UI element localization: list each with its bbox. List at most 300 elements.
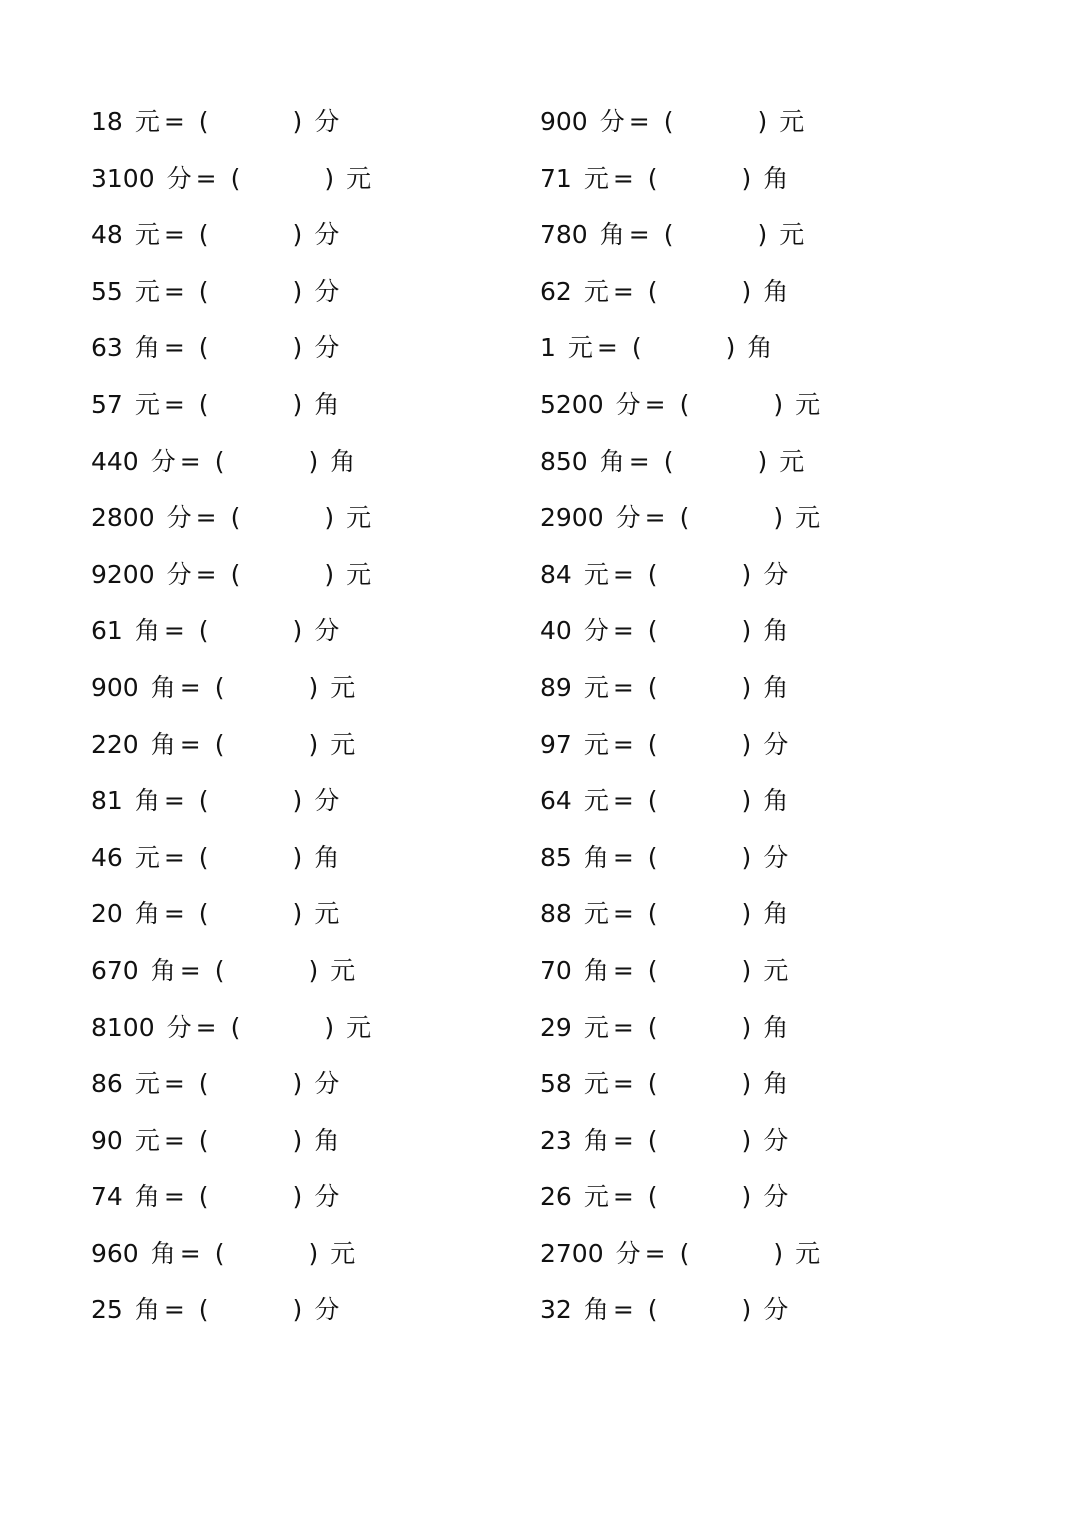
equals-sign: = bbox=[612, 899, 634, 929]
problem-to-unit: 角 bbox=[763, 163, 789, 193]
equals-sign: = bbox=[612, 1125, 634, 1155]
problem-row bbox=[540, 886, 960, 943]
right-paren: ) bbox=[757, 446, 768, 476]
left-paren: ( bbox=[647, 163, 658, 193]
problem-row bbox=[540, 1056, 960, 1113]
problem-from-unit: 角 bbox=[583, 842, 609, 872]
problem-to-unit: 元 bbox=[795, 1238, 821, 1268]
problem-amount: 960 bbox=[91, 1238, 139, 1268]
problem-row bbox=[91, 264, 511, 321]
equals-sign: = bbox=[628, 107, 650, 136]
right-paren: ) bbox=[292, 220, 303, 250]
problem-row bbox=[91, 1113, 511, 1170]
problem-row bbox=[91, 434, 511, 491]
problem-from-unit: 角 bbox=[150, 729, 176, 759]
problem-to-unit: 角 bbox=[763, 1069, 789, 1099]
left-paren: ( bbox=[647, 672, 658, 702]
problem-row bbox=[540, 320, 960, 377]
problem-amount: 1 bbox=[540, 333, 556, 363]
left-paren: ( bbox=[647, 842, 658, 872]
left-paren: ( bbox=[647, 786, 658, 816]
right-paren: ) bbox=[741, 559, 752, 589]
answer-blank[interactable] bbox=[658, 830, 742, 887]
equals-sign: = bbox=[612, 672, 634, 702]
equals-sign: = bbox=[179, 729, 201, 759]
answer-blank[interactable] bbox=[209, 94, 293, 151]
equals-sign: = bbox=[163, 616, 185, 646]
problem-to-unit: 角 bbox=[763, 1012, 789, 1042]
problem-amount: 220 bbox=[91, 729, 139, 759]
problem-row bbox=[91, 886, 511, 943]
problem-amount: 89 bbox=[540, 672, 572, 702]
problem-to-unit: 分 bbox=[763, 1295, 789, 1325]
problem-to-unit: 角 bbox=[747, 333, 773, 363]
problem-from-unit: 元 bbox=[583, 729, 609, 759]
problem-row bbox=[540, 490, 960, 547]
right-paren: ) bbox=[773, 503, 784, 533]
problem-to-unit: 角 bbox=[763, 786, 789, 816]
problem-amount: 58 bbox=[540, 1069, 572, 1099]
left-paren: ( bbox=[647, 955, 658, 985]
left-paren: ( bbox=[647, 276, 658, 306]
equals-sign: = bbox=[644, 1238, 666, 1268]
problem-to-unit: 分 bbox=[314, 276, 340, 306]
right-paren: ) bbox=[324, 559, 335, 589]
problem-from-unit: 角 bbox=[134, 1182, 160, 1212]
problem-from-unit: 角 bbox=[599, 220, 625, 250]
left-paren: ( bbox=[647, 899, 658, 929]
right-paren: ) bbox=[741, 616, 752, 646]
right-paren: ) bbox=[773, 1238, 784, 1268]
problem-amount: 74 bbox=[91, 1182, 123, 1212]
problem-amount: 46 bbox=[91, 842, 123, 872]
problem-from-unit: 元 bbox=[583, 1012, 609, 1042]
problem-row bbox=[540, 717, 960, 774]
problem-from-unit: 角 bbox=[583, 1125, 609, 1155]
equals-sign: = bbox=[163, 1125, 185, 1155]
answer-blank[interactable] bbox=[209, 773, 293, 830]
problem-from-unit: 分 bbox=[615, 1238, 641, 1268]
problem-from-unit: 角 bbox=[134, 616, 160, 646]
problem-row bbox=[540, 943, 960, 1000]
left-paren: ( bbox=[230, 163, 241, 193]
problem-to-unit: 元 bbox=[779, 220, 805, 250]
answer-blank[interactable] bbox=[689, 490, 773, 547]
problem-to-unit: 元 bbox=[346, 163, 372, 193]
problem-to-unit: 元 bbox=[330, 729, 356, 759]
problem-row bbox=[91, 151, 511, 208]
answer-blank[interactable] bbox=[658, 547, 742, 604]
right-paren: ) bbox=[292, 389, 303, 419]
problem-from-unit: 角 bbox=[583, 955, 609, 985]
problem-from-unit: 元 bbox=[583, 786, 609, 816]
answer-blank[interactable] bbox=[224, 943, 308, 1000]
equals-sign: = bbox=[612, 616, 634, 646]
answer-blank[interactable] bbox=[658, 1113, 742, 1170]
problem-from-unit: 元 bbox=[583, 163, 609, 193]
answer-blank[interactable] bbox=[658, 717, 742, 774]
problem-row bbox=[91, 207, 511, 264]
right-paren: ) bbox=[741, 1125, 752, 1155]
problem-row bbox=[540, 264, 960, 321]
equals-sign: = bbox=[596, 333, 618, 363]
problem-to-unit: 分 bbox=[314, 616, 340, 646]
left-paren: ( bbox=[663, 446, 674, 476]
right-paren: ) bbox=[292, 1182, 303, 1212]
answer-blank[interactable] bbox=[209, 1282, 293, 1339]
right-paren: ) bbox=[324, 1012, 335, 1042]
problem-amount: 55 bbox=[91, 276, 123, 306]
equals-sign: = bbox=[163, 220, 185, 250]
problem-amount: 26 bbox=[540, 1182, 572, 1212]
answer-blank[interactable] bbox=[209, 603, 293, 660]
problem-amount: 81 bbox=[91, 786, 123, 816]
problem-from-unit: 角 bbox=[150, 672, 176, 702]
problem-row bbox=[91, 377, 511, 434]
answer-blank[interactable] bbox=[209, 1169, 293, 1226]
problem-from-unit: 元 bbox=[583, 1182, 609, 1212]
left-paren: ( bbox=[198, 616, 209, 646]
problem-from-unit: 元 bbox=[583, 1069, 609, 1099]
problem-from-unit: 角 bbox=[150, 955, 176, 985]
problem-to-unit: 分 bbox=[314, 1069, 340, 1099]
problem-row bbox=[540, 1113, 960, 1170]
problem-amount: 850 bbox=[540, 446, 588, 476]
left-paren: ( bbox=[647, 1125, 658, 1155]
left-paren: ( bbox=[663, 107, 674, 136]
left-paren: ( bbox=[198, 220, 209, 250]
right-paren: ) bbox=[741, 786, 752, 816]
problem-row bbox=[91, 1226, 511, 1283]
problem-to-unit: 元 bbox=[779, 107, 805, 136]
problem-to-unit: 角 bbox=[763, 899, 789, 929]
problem-from-unit: 角 bbox=[599, 446, 625, 476]
right-paren: ) bbox=[741, 1295, 752, 1325]
answer-blank[interactable] bbox=[658, 264, 742, 321]
right-paren: ) bbox=[308, 672, 319, 702]
left-paren: ( bbox=[198, 842, 209, 872]
right-paren: ) bbox=[741, 276, 752, 306]
equals-sign: = bbox=[163, 1295, 185, 1325]
problem-from-unit: 元 bbox=[583, 559, 609, 589]
problem-to-unit: 分 bbox=[763, 559, 789, 589]
right-paren: ) bbox=[308, 955, 319, 985]
problem-from-unit: 角 bbox=[150, 1238, 176, 1268]
left-paren: ( bbox=[198, 333, 209, 363]
equals-sign: = bbox=[163, 107, 185, 136]
right-paren: ) bbox=[292, 1295, 303, 1325]
answer-blank[interactable] bbox=[224, 434, 308, 491]
left-paren: ( bbox=[647, 1295, 658, 1325]
problem-amount: 5200 bbox=[540, 389, 604, 419]
right-paren: ) bbox=[741, 672, 752, 702]
problem-amount: 670 bbox=[91, 955, 139, 985]
right-paren: ) bbox=[324, 163, 335, 193]
problem-amount: 900 bbox=[91, 672, 139, 702]
equals-sign: = bbox=[163, 842, 185, 872]
answer-blank[interactable] bbox=[658, 1056, 742, 1113]
equals-sign: = bbox=[163, 276, 185, 306]
answer-blank[interactable] bbox=[224, 717, 308, 774]
right-paren: ) bbox=[324, 503, 335, 533]
answer-blank[interactable] bbox=[689, 377, 773, 434]
answer-blank[interactable] bbox=[209, 320, 293, 377]
problem-to-unit: 角 bbox=[314, 842, 340, 872]
equals-sign: = bbox=[179, 955, 201, 985]
problem-row bbox=[91, 490, 511, 547]
problem-amount: 84 bbox=[540, 559, 572, 589]
left-paren: ( bbox=[214, 1238, 225, 1268]
problem-from-unit: 元 bbox=[583, 672, 609, 702]
answer-blank[interactable] bbox=[658, 1169, 742, 1226]
answer-blank[interactable] bbox=[658, 603, 742, 660]
answer-blank[interactable] bbox=[658, 1000, 742, 1057]
left-paren: ( bbox=[198, 1125, 209, 1155]
problem-to-unit: 分 bbox=[314, 220, 340, 250]
equals-sign: = bbox=[195, 503, 217, 533]
problem-amount: 2700 bbox=[540, 1238, 604, 1268]
left-paren: ( bbox=[198, 1295, 209, 1325]
problem-amount: 48 bbox=[91, 220, 123, 250]
equals-sign: = bbox=[163, 389, 185, 419]
problem-row bbox=[540, 830, 960, 887]
problem-to-unit: 角 bbox=[763, 616, 789, 646]
problem-from-unit: 分 bbox=[599, 107, 625, 136]
problem-from-unit: 分 bbox=[166, 559, 192, 589]
answer-blank[interactable] bbox=[209, 886, 293, 943]
answer-blank[interactable] bbox=[689, 1226, 773, 1283]
problem-amount: 86 bbox=[91, 1069, 123, 1099]
problem-row bbox=[540, 377, 960, 434]
problem-row bbox=[540, 773, 960, 830]
left-paren: ( bbox=[198, 1069, 209, 1099]
problem-amount: 25 bbox=[91, 1295, 123, 1325]
answer-blank[interactable] bbox=[658, 1282, 742, 1339]
problem-row bbox=[91, 94, 511, 151]
problem-to-unit: 分 bbox=[763, 1125, 789, 1155]
right-paren: ) bbox=[741, 1182, 752, 1212]
problem-from-unit: 角 bbox=[134, 899, 160, 929]
right-paren: ) bbox=[741, 842, 752, 872]
problem-row bbox=[91, 547, 511, 604]
problem-to-unit: 角 bbox=[314, 1125, 340, 1155]
problem-to-unit: 元 bbox=[330, 672, 356, 702]
equals-sign: = bbox=[628, 446, 650, 476]
equals-sign: = bbox=[163, 333, 185, 363]
right-paren: ) bbox=[741, 899, 752, 929]
right-paren: ) bbox=[292, 107, 303, 136]
problem-from-unit: 元 bbox=[134, 389, 160, 419]
problem-amount: 88 bbox=[540, 899, 572, 929]
problem-to-unit: 元 bbox=[314, 899, 340, 929]
problem-amount: 71 bbox=[540, 163, 572, 193]
problem-amount: 85 bbox=[540, 842, 572, 872]
problem-row bbox=[91, 660, 511, 717]
equals-sign: = bbox=[163, 1069, 185, 1099]
problem-from-unit: 角 bbox=[134, 1295, 160, 1325]
answer-blank[interactable] bbox=[673, 94, 757, 151]
problem-amount: 64 bbox=[540, 786, 572, 816]
left-paren: ( bbox=[214, 729, 225, 759]
left-paren: ( bbox=[647, 729, 658, 759]
answer-blank[interactable] bbox=[658, 660, 742, 717]
right-paren: ) bbox=[292, 276, 303, 306]
problem-row bbox=[540, 547, 960, 604]
problem-column-left bbox=[91, 94, 511, 1339]
equals-sign: = bbox=[644, 503, 666, 533]
left-paren: ( bbox=[198, 276, 209, 306]
answer-blank[interactable] bbox=[673, 434, 757, 491]
answer-blank[interactable] bbox=[240, 1000, 324, 1057]
problem-amount: 63 bbox=[91, 333, 123, 363]
answer-blank[interactable] bbox=[224, 1226, 308, 1283]
problem-row bbox=[540, 603, 960, 660]
right-paren: ) bbox=[741, 955, 752, 985]
problem-to-unit: 分 bbox=[763, 1182, 789, 1212]
problem-from-unit: 分 bbox=[150, 446, 176, 476]
problem-row bbox=[540, 1000, 960, 1057]
equals-sign: = bbox=[163, 786, 185, 816]
right-paren: ) bbox=[292, 899, 303, 929]
answer-blank[interactable] bbox=[658, 773, 742, 830]
problem-row bbox=[540, 1169, 960, 1226]
problem-to-unit: 分 bbox=[314, 1182, 340, 1212]
problem-amount: 32 bbox=[540, 1295, 572, 1325]
left-paren: ( bbox=[647, 559, 658, 589]
problem-to-unit: 元 bbox=[763, 955, 789, 985]
left-paren: ( bbox=[214, 955, 225, 985]
left-paren: ( bbox=[647, 1069, 658, 1099]
problem-amount: 900 bbox=[540, 107, 588, 136]
problem-to-unit: 元 bbox=[795, 389, 821, 419]
problem-row bbox=[540, 207, 960, 264]
problem-from-unit: 分 bbox=[615, 389, 641, 419]
right-paren: ) bbox=[292, 1069, 303, 1099]
left-paren: ( bbox=[230, 1012, 241, 1042]
left-paren: ( bbox=[198, 899, 209, 929]
right-paren: ) bbox=[292, 842, 303, 872]
problem-to-unit: 元 bbox=[346, 559, 372, 589]
equals-sign: = bbox=[644, 389, 666, 419]
problem-amount: 90 bbox=[91, 1125, 123, 1155]
answer-blank[interactable] bbox=[240, 490, 324, 547]
problem-to-unit: 角 bbox=[314, 389, 340, 419]
right-paren: ) bbox=[757, 107, 768, 136]
left-paren: ( bbox=[631, 333, 642, 363]
answer-blank[interactable] bbox=[240, 547, 324, 604]
problem-to-unit: 元 bbox=[779, 446, 805, 476]
equals-sign: = bbox=[179, 446, 201, 476]
problem-amount: 8100 bbox=[91, 1012, 155, 1042]
problem-amount: 2900 bbox=[540, 503, 604, 533]
equals-sign: = bbox=[612, 559, 634, 589]
problem-from-unit: 元 bbox=[134, 276, 160, 306]
left-paren: ( bbox=[230, 559, 241, 589]
problem-row bbox=[91, 603, 511, 660]
problem-amount: 70 bbox=[540, 955, 572, 985]
equals-sign: = bbox=[612, 1295, 634, 1325]
answer-blank[interactable] bbox=[642, 320, 726, 377]
problem-from-unit: 元 bbox=[134, 1069, 160, 1099]
problem-from-unit: 元 bbox=[134, 107, 160, 136]
equals-sign: = bbox=[612, 276, 634, 306]
equals-sign: = bbox=[612, 955, 634, 985]
left-paren: ( bbox=[679, 503, 690, 533]
problem-row bbox=[91, 830, 511, 887]
problem-to-unit: 角 bbox=[330, 446, 356, 476]
answer-blank[interactable] bbox=[658, 943, 742, 1000]
problem-amount: 3100 bbox=[91, 163, 155, 193]
answer-blank[interactable] bbox=[240, 151, 324, 208]
problem-amount: 440 bbox=[91, 446, 139, 476]
problem-from-unit: 分 bbox=[583, 616, 609, 646]
equals-sign: = bbox=[612, 1012, 634, 1042]
equals-sign: = bbox=[179, 672, 201, 702]
equals-sign: = bbox=[612, 1069, 634, 1099]
answer-blank[interactable] bbox=[224, 660, 308, 717]
problem-amount: 40 bbox=[540, 616, 572, 646]
problem-from-unit: 角 bbox=[134, 786, 160, 816]
problem-from-unit: 元 bbox=[583, 899, 609, 929]
problem-from-unit: 元 bbox=[134, 220, 160, 250]
problem-to-unit: 角 bbox=[763, 672, 789, 702]
problem-row bbox=[91, 1000, 511, 1057]
right-paren: ) bbox=[292, 786, 303, 816]
left-paren: ( bbox=[663, 220, 674, 250]
equals-sign: = bbox=[163, 899, 185, 929]
problem-row bbox=[540, 1282, 960, 1339]
answer-blank[interactable] bbox=[209, 1113, 293, 1170]
answer-blank[interactable] bbox=[658, 151, 742, 208]
problem-row bbox=[91, 717, 511, 774]
equals-sign: = bbox=[612, 786, 634, 816]
problem-to-unit: 分 bbox=[314, 786, 340, 816]
left-paren: ( bbox=[647, 1182, 658, 1212]
right-paren: ) bbox=[773, 389, 784, 419]
problem-from-unit: 元 bbox=[134, 842, 160, 872]
answer-blank[interactable] bbox=[209, 830, 293, 887]
problem-from-unit: 角 bbox=[134, 333, 160, 363]
equals-sign: = bbox=[612, 163, 634, 193]
problem-from-unit: 元 bbox=[583, 276, 609, 306]
left-paren: ( bbox=[679, 1238, 690, 1268]
problem-to-unit: 分 bbox=[314, 1295, 340, 1325]
right-paren: ) bbox=[292, 1125, 303, 1155]
problem-from-unit: 角 bbox=[583, 1295, 609, 1325]
problem-to-unit: 角 bbox=[763, 276, 789, 306]
problem-row bbox=[91, 773, 511, 830]
right-paren: ) bbox=[741, 1069, 752, 1099]
problem-from-unit: 分 bbox=[166, 503, 192, 533]
answer-blank[interactable] bbox=[673, 207, 757, 264]
problem-row bbox=[540, 94, 960, 151]
equals-sign: = bbox=[195, 1012, 217, 1042]
problem-amount: 61 bbox=[91, 616, 123, 646]
problem-row bbox=[91, 943, 511, 1000]
right-paren: ) bbox=[308, 446, 319, 476]
answer-blank[interactable] bbox=[658, 886, 742, 943]
problem-amount: 2800 bbox=[91, 503, 155, 533]
problem-amount: 62 bbox=[540, 276, 572, 306]
problem-amount: 9200 bbox=[91, 559, 155, 589]
answer-blank[interactable] bbox=[209, 1056, 293, 1113]
problem-row bbox=[540, 151, 960, 208]
answer-blank[interactable] bbox=[209, 264, 293, 321]
left-paren: ( bbox=[647, 1012, 658, 1042]
answer-blank[interactable] bbox=[209, 207, 293, 264]
answer-blank[interactable] bbox=[209, 377, 293, 434]
problem-row bbox=[91, 1169, 511, 1226]
